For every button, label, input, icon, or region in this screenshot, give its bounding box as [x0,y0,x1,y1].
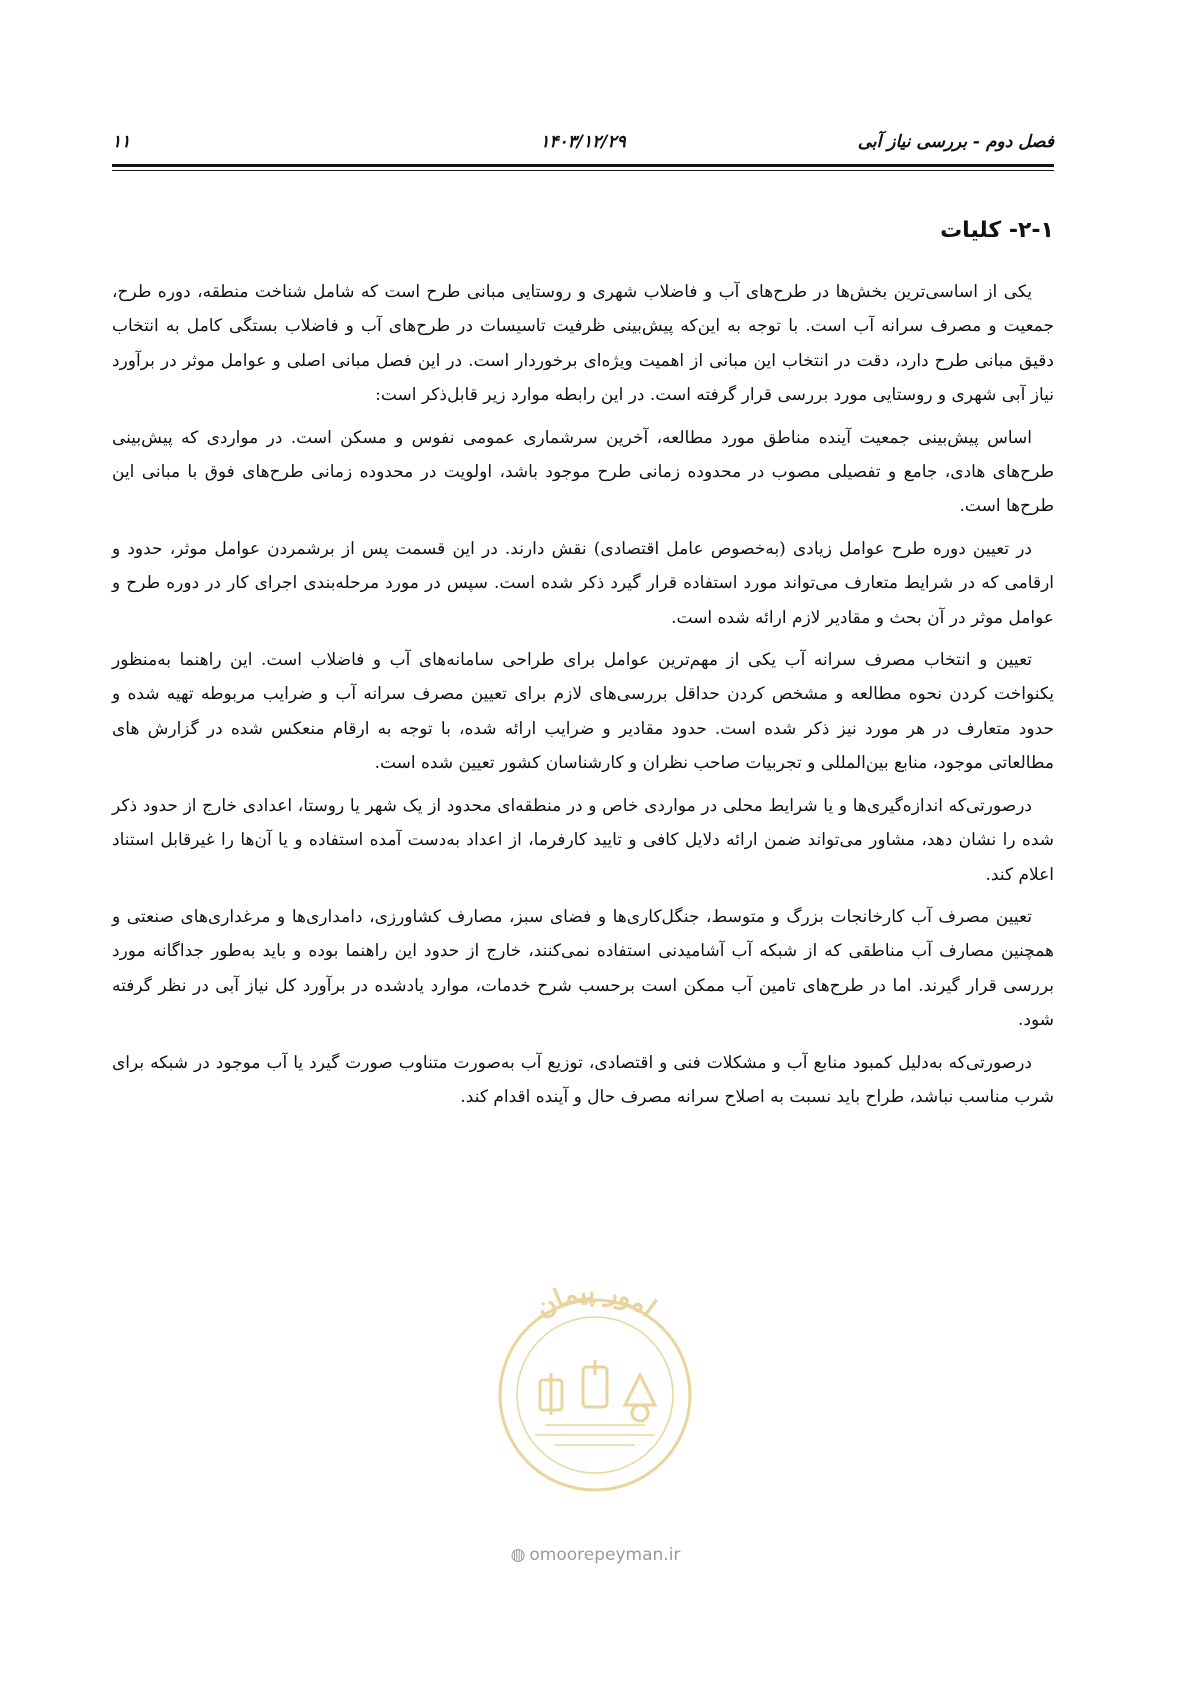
page-header [112,128,1054,160]
site-url: omoorepeyman.ir [529,1545,681,1565]
page-number: ۱۱ [112,132,131,152]
watermark-seal-logo [445,1275,745,1505]
paragraph-4: تعیین و انتخاب مصرف سرانه آب یکی از مهم‌ترین عوامل برای طراحی سامانه‌های آب و فاضلاب است. این راهنما به‌منظور یکنواخت کردن نحوه مطالعه و مشخص کردن حداقل بررسی‌های لازم برای تعیین مصرف سرانه آب و ضرایب مربوطه تهیه شده و حدود متعارف در هر مورد نیز ذکر شده است. حدود مقادیر و ضرایب ارائه شده، با توجه به ارقام منعکس شده در گزارش های مطالعاتی موجود، منابع بین‌المللی و تجربیات صاحب نظران و کارشناسان کشور تعیین شده است. [112,650,1054,774]
paragraph-2: اساس پیش‌بینی جمعیت آینده مناطق مورد مطالعه، آخرین سرشماری عمومی نفوس و مسکن است. در مواردی که پیش‌بینی طرح‌های هادی، جامع و تفصیلی مصوب در محدوده زمانی طرح موجود باشد، اولویت در محدوده زمانی طرح‌های فوق با مبانی این طرح‌ها است. [112,427,1054,517]
watermark-site [0,1545,1191,1565]
chapter-title: فصل دوم - بررسی نیاز آبی [857,132,1054,152]
paragraph-7: درصورتی‌که به‌دلیل کمبود منابع آب و مشکلات فنی و اقتصادی، توزیع آب به‌صورت متناوب صورت گیرد یا آب موجود در شبکه برای شرب مناسب نباشد، طراح باید نسبت به اصلاح سرانه مصرف حال و آینده اقدام کند. [112,1052,1054,1107]
body-text [112,275,1054,1122]
header-rule-thin [112,170,1054,171]
seal-lettering: امور پیمان [529,1276,662,1324]
header-date: ۱۴۰۳/۱۲/۲۹ [540,132,626,152]
paragraph-6: تعیین مصرف آب کارخانجات بزرگ و متوسط، جنگل‌کاری‌ها و فضای سبز، مصارف کشاورزی، دامداری‌ها و مرغداری‌های صنعتی و همچنین مصارف آب مناطقی که از شبکه آب آشامیدنی استفاده نمی‌کنند، خارج از حدود این راهنما بوده و باید به‌طور جداگانه مورد بررسی قرار گیرند. اما در طرح‌های تامین آب ممکن است برحسب شرح خدمات، موارد یادشده در برآورد کل نیاز آبی در نظر گرفته شود. [112,906,1054,1031]
section-title: ۲-۱- کلیات [940,218,1054,243]
header-rule-thick [112,164,1054,167]
globe-icon: ◍ [510,1545,526,1565]
paragraph-3: در تعیین دوره طرح عوامل زیادی (به‌خصوص عامل اقتصادی) نقش دارند. در این قسمت پس از برشمردن عوامل موثر، حدود و ارقامی که در شرایط متعارف می‌تواند مورد استفاده قرار گیرد ذکر شده است. سپس در مورد مرحله‌بندی اجرای کار در دوره طرح و عوامل موثر در آن بحث و مقادیر لازم ارائه شده است. [112,538,1054,628]
paragraph-5: درصورتی‌که اندازه‌گیری‌ها و یا شرایط محلی در مواردی خاص و در منطقه‌ای محدود از یک شهر یا روستا، اعدادی خارج از حدود ذکر شده را نشان دهد، مشاور می‌تواند ضمن ارائه دلایل کافی و تایید کارفرما، از اعداد به‌دست آمده استفاده و یا آن‌ها را غیرقابل استناد اعلام کند. [112,795,1054,885]
svg-text:امور پیمان [530,1277,661,1324]
paragraph-1: یکی از اساسی‌ترین بخش‌ها در طرح‌های آب و فاضلاب شهری و روستایی مبانی طرح است که شامل شناخت منطقه، دوره طرح، جمعیت و مصرف سرانه آب است. با توجه به این‌که پیش‌بینی ظرفیت تاسیسات در طرح‌های آب و فاضلاب بستگی کامل به انتخاب دقیق مبانی طرح دارد، دقت در انتخاب این مبانی از اهمیت ویژه‌ای برخوردار است. در این فصل مبانی اصلی و عوامل موثر در برآورد نیاز آبی شهری و روستایی مورد بررسی قرار گرفته است. در این رابطه موارد زیر قابل‌ذکر است: [112,282,1054,406]
